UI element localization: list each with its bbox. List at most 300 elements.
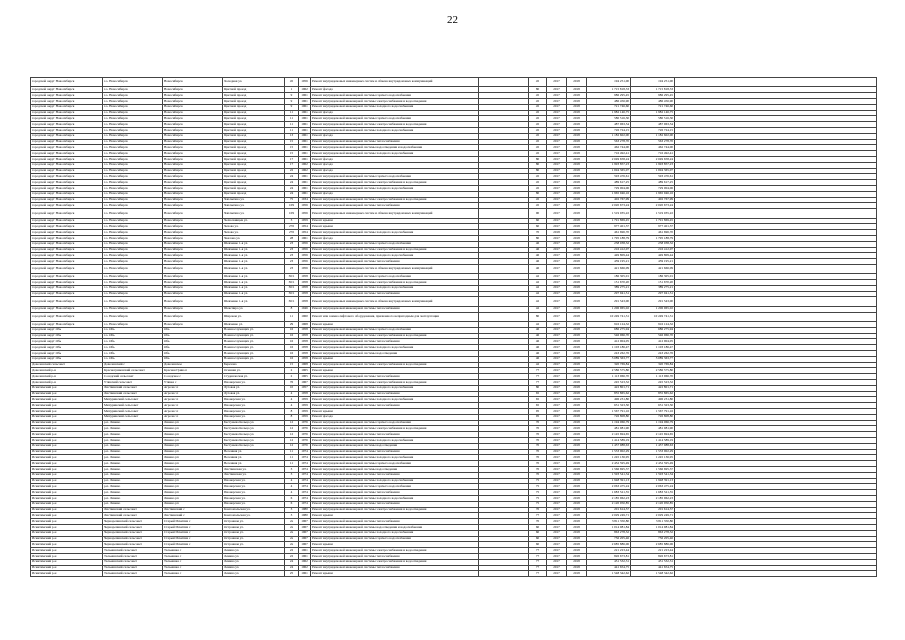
volume-cell: 60 xyxy=(529,536,547,542)
year-end-cell: 2018 xyxy=(567,339,587,345)
volume-cell: 95 xyxy=(529,414,547,420)
locality-cell: Агролес п xyxy=(163,391,223,397)
house-cell: 3 xyxy=(285,507,299,513)
locality-cell: Линево рп xyxy=(163,426,223,432)
house-cell: 11 xyxy=(285,122,299,128)
house-cell: 16 xyxy=(285,351,299,357)
house-cell: 9 xyxy=(285,98,299,104)
year-cell: 1961 xyxy=(299,235,311,241)
volume-cell: 65 xyxy=(529,397,547,403)
locality-cell: Новосибирск xyxy=(163,247,223,253)
settlement-cell: г.о. Новосибирск xyxy=(103,285,163,291)
district-cell: городской округ Новосибирск xyxy=(31,104,103,110)
settlement-cell: р.п. Линево xyxy=(103,484,163,490)
cost-total-cell: 462 744,00 xyxy=(631,145,675,151)
house-cell: 9 xyxy=(285,104,299,110)
cost-total-cell: 2 049 658,24 xyxy=(631,156,675,162)
year-cell: 1974 xyxy=(299,478,311,484)
cost-cell: 1 414 589,19 xyxy=(587,437,631,443)
work-type-cell: Ремонт внутридомовой инженерной системы холодного водоснабжения xyxy=(311,253,479,259)
settlement-cell: г.о. Обь xyxy=(103,333,163,339)
year-cell: 1961 xyxy=(299,122,311,128)
street-cell: Цветной проезд xyxy=(223,139,285,145)
cost-total-cell: 1 567 791,16 xyxy=(631,409,675,415)
settlement-cell: Листвянский сельсовет xyxy=(103,391,163,397)
year-start-cell: 2017 xyxy=(547,104,567,110)
street-cell: Весенняя ул. xyxy=(223,449,285,455)
year-start-cell: 2017 xyxy=(547,501,567,507)
settlement-cell: Тальменский сельсовет xyxy=(103,571,163,577)
locality-cell: Новосибирск xyxy=(163,218,223,224)
work-type-cell: Ремонт внутридомовой инженерной системы электроснабжения и водоотведения xyxy=(311,507,479,513)
year-end-cell: 2018 xyxy=(567,414,587,420)
house-cell: 11 xyxy=(285,455,299,461)
work-type-cell: Ремонт внутридомовой инженерной системы холодного водоснабжения xyxy=(311,185,479,191)
cost-cell: 449 809,44 xyxy=(587,253,631,259)
work-type-cell: Ремонт внутридомовой инженерной системы холодного водоснабжения xyxy=(311,151,479,157)
year-cell: 1958 xyxy=(299,274,311,280)
year-cell: 1962 xyxy=(299,87,311,93)
cost-cell: 389 275,21 xyxy=(587,285,631,291)
district-cell: городской округ Обь xyxy=(31,327,103,333)
house-cell: 2 xyxy=(285,368,299,374)
volume-cell: 42 xyxy=(529,322,547,328)
work-type-cell: Ремонт крыши xyxy=(311,409,479,415)
year-cell: 1967 xyxy=(299,536,311,542)
street-cell: Шевченко 1-я ул. xyxy=(223,264,285,273)
house-cell: 8 xyxy=(285,414,299,420)
cost-cell: 1 567 791,16 xyxy=(587,409,631,415)
cost-cell: 489 617,25 xyxy=(587,180,631,186)
year-cell: 1958 xyxy=(299,327,311,333)
year-cell: 1976 xyxy=(299,432,311,438)
year-cell: 1974 xyxy=(299,490,311,496)
year-cell: 1961 xyxy=(299,191,311,197)
locality-cell: Новосибирск xyxy=(163,174,223,180)
year-start-cell: 2017 xyxy=(547,93,567,99)
work-type-cell: Ремонт внутридомовых инженерных систем и обмена внутридомовых коммуникаций xyxy=(311,297,479,306)
house-cell: 4 xyxy=(285,391,299,397)
volume-cell: 75 xyxy=(529,484,547,490)
house-cell: 17 xyxy=(285,156,299,162)
work-type-cell: Ремонт внутридомовой инженерной системы теплоснабжения xyxy=(311,306,479,312)
cost-total-cell: 1 548 342,62 xyxy=(631,571,675,577)
table-row xyxy=(31,78,877,87)
district-cell: Искитимский р-н xyxy=(31,559,103,565)
work-type-cell: Ремонт внутридомовой инженерной системы водоотведения xyxy=(311,466,479,472)
year-cell: 1956 xyxy=(299,203,311,209)
work-type-cell: Ремонт фасада xyxy=(311,235,479,241)
year-start-cell: 2017 xyxy=(547,259,567,265)
year-cell: 1958 xyxy=(299,339,311,345)
district-cell: Доволенский р-н xyxy=(31,368,103,374)
district-cell: Искитимский р-н xyxy=(31,530,103,536)
work-type-cell: Ремонт внутридомовой инженерной системы холодного водоснабжения xyxy=(311,478,479,484)
year-end-cell: 2018 xyxy=(567,380,587,386)
cost-cell: 2 063 475,24 xyxy=(587,484,631,490)
locality-cell: Линево рп xyxy=(163,495,223,501)
work-type-cell: Ремонт внутридомовой инженерной системы холодного водоснабжения xyxy=(311,455,479,461)
district-cell: городской округ Новосибирск xyxy=(31,224,103,230)
settlement-cell: г.о. Новосибирск xyxy=(103,312,163,321)
year-end-cell: 2018 xyxy=(567,87,587,93)
cost-total-cell: 863 278,32 xyxy=(631,530,675,536)
district-cell: городской округ Новосибирск xyxy=(31,87,103,93)
year-end-cell: 2018 xyxy=(567,209,587,218)
cost-cell: 2 120 950,85 xyxy=(587,501,631,507)
volume-cell: 77 xyxy=(529,553,547,559)
work-type-cell: Ремонт фасада xyxy=(311,414,479,420)
year-cell: 1956 xyxy=(299,241,311,247)
street-cell: Цветной проезд xyxy=(223,185,285,191)
street-cell: Пионерская ул. xyxy=(223,397,285,403)
street-cell: Широкая ул. xyxy=(223,312,285,321)
house-cell: 22 xyxy=(285,168,299,174)
year-end-cell: 2018 xyxy=(567,426,587,432)
year-start-cell: 2017 xyxy=(547,356,567,362)
locality-cell: Новосибирск xyxy=(163,306,223,312)
year-cell: 1961 xyxy=(299,104,311,110)
district-cell: городской округ Новосибирск xyxy=(31,174,103,180)
locality-cell: Листвянский с xyxy=(163,513,223,519)
volume-cell: 46 xyxy=(529,327,547,333)
cost-total-cell: 1 414 589,19 xyxy=(631,437,675,443)
cost-total-cell: 1 715 818,33 xyxy=(631,87,675,93)
district-cell: городской округ Новосибирск xyxy=(31,280,103,286)
year-cell: 1974 xyxy=(299,472,311,478)
year-end-cell: 2018 xyxy=(567,565,587,571)
street-cell: Комсомольская ул. xyxy=(223,513,285,519)
locality-cell: Линево рп xyxy=(163,466,223,472)
year-start-cell: 2017 xyxy=(547,420,567,426)
settlement-cell: г.о. Новосибирск xyxy=(103,322,163,328)
volume-cell: 77 xyxy=(529,571,547,577)
volume-cell: 45 xyxy=(529,145,547,151)
volume-cell: 77 xyxy=(529,565,547,571)
street-cell: Чаплыгина ул. xyxy=(223,203,285,209)
settlement-cell: Листвянский сельсовет xyxy=(103,385,163,391)
year-end-cell: 2018 xyxy=(567,432,587,438)
year-end-cell: 2018 xyxy=(567,548,587,554)
year-start-cell: 2017 xyxy=(547,397,567,403)
work-type-cell: Ремонт внутридомовой инженерной системы теплоснабжения xyxy=(311,139,479,145)
settlement-cell: г.о. Новосибирск xyxy=(103,145,163,151)
house-cell: 4 xyxy=(285,478,299,484)
volume-cell: 80 xyxy=(529,191,547,197)
locality-cell: Обь xyxy=(163,339,223,345)
district-cell: городской округ Новосибирск xyxy=(31,133,103,139)
settlement-cell: г.о. Новосибирск xyxy=(103,264,163,273)
year-end-cell: 2018 xyxy=(567,461,587,467)
year-start-cell: 2017 xyxy=(547,472,567,478)
cost-total-cell: 1 683 521,55 xyxy=(631,490,675,496)
locality-cell: Агролес п xyxy=(163,403,223,409)
cost-cell: 186 305,01 xyxy=(587,274,631,280)
locality-cell: Старый Искитим с xyxy=(163,536,223,542)
house-cell: 4 xyxy=(285,490,299,496)
year-end-cell: 2018 xyxy=(567,530,587,536)
house-cell: 36/1 xyxy=(285,285,299,291)
locality-cell: Новосибирск xyxy=(163,297,223,306)
locality-cell: Новосибирск xyxy=(163,291,223,297)
volume-cell: 80 xyxy=(529,385,547,391)
year-cell: 1980 xyxy=(299,507,311,513)
district-cell: Искитимский р-н xyxy=(31,414,103,420)
cost-total-cell: 1 206 965,02 xyxy=(631,306,675,312)
locality-cell: Старый Искитим с xyxy=(163,530,223,536)
work-type-cell: Ремонт внутридомовой инженерной системы электроснабжения и водоотведения xyxy=(311,380,479,386)
table-body xyxy=(31,78,877,577)
cost-cell: 245 523,32 xyxy=(587,380,631,386)
work-type-cell: Ремонт внутридомовой инженерной системы горячего водоснабжения xyxy=(311,461,479,467)
district-cell: городской округ Новосибирск xyxy=(31,291,103,297)
cost-total-cell: 1 566 695,37 xyxy=(631,466,675,472)
district-cell: Искитимский р-н xyxy=(31,536,103,542)
year-cell: 1961 xyxy=(299,548,311,554)
house-cell: 28 xyxy=(285,235,299,241)
work-type-cell: Ремонт внутридомовой инженерной системы горячего водоснабжения xyxy=(311,420,479,426)
street-cell: Цветной проезд xyxy=(223,180,285,186)
year-end-cell: 2018 xyxy=(567,490,587,496)
house-cell: 29 xyxy=(285,322,299,328)
cost-total-cell: 2 586 575,80 xyxy=(631,368,675,374)
settlement-cell: Мичуринский сельсовет xyxy=(103,397,163,403)
volume-cell: 80 xyxy=(529,168,547,174)
cost-total-cell: 1 519 035,22 xyxy=(631,209,675,218)
cost-cell: 481 981,90 xyxy=(587,426,631,432)
street-cell: Пионерская ул. xyxy=(223,414,285,420)
locality-cell: Обь xyxy=(163,333,223,339)
year-start-cell: 2017 xyxy=(547,127,567,133)
house-cell: 3 xyxy=(285,472,299,478)
district-cell: городской округ Новосибирск xyxy=(31,312,103,321)
volume-cell: 46 xyxy=(529,339,547,345)
year-start-cell: 2017 xyxy=(547,519,567,525)
district-cell: Искитимский р-н xyxy=(31,472,103,478)
house-cell: 11 xyxy=(285,312,299,321)
cost-cell: 977 401,37 xyxy=(587,224,631,230)
cost-cell: 486 456,90 xyxy=(587,98,631,104)
work-type-cell: Ремонт внутридомовой инженерной системы теплоснабжения xyxy=(311,553,479,559)
cost-cell: 726 808,80 xyxy=(587,414,631,420)
street-cell: Студенческая ул. xyxy=(223,374,285,380)
locality-cell: Линево рп xyxy=(163,501,223,507)
cost-cell: 1 715 818,33 xyxy=(587,87,631,93)
cost-total-cell: 726 724,15 xyxy=(631,127,675,133)
settlement-cell: Черноречинский сельсовет xyxy=(103,524,163,530)
volume-cell: 46 xyxy=(529,356,547,362)
cost-total-cell: 2 120 950,85 xyxy=(631,501,675,507)
locality-cell: Новосибирск xyxy=(163,312,223,321)
capital-repair-table xyxy=(30,77,877,577)
volume-cell: 42 xyxy=(529,306,547,312)
year-start-cell: 2017 xyxy=(547,455,567,461)
work-type-cell: Ремонт внутридомовой инженерной системы горячего водоснабжения xyxy=(311,174,479,180)
year-end-cell: 2018 xyxy=(567,409,587,415)
year-start-cell: 2017 xyxy=(547,224,567,230)
cost-cell: 320 769,84 xyxy=(587,362,631,368)
year-end-cell: 2018 xyxy=(567,322,587,328)
district-cell: Искитимский р-н xyxy=(31,519,103,525)
year-cell: 1967 xyxy=(299,530,311,536)
cost-cell: 238 038,32 xyxy=(587,241,631,247)
year-end-cell: 2018 xyxy=(567,127,587,133)
work-type-cell: Ремонт внутридомовой инженерной системы холодного водоснабжения xyxy=(311,495,479,501)
table-row xyxy=(31,264,877,273)
cost-cell: 2 586 575,80 xyxy=(587,368,631,374)
street-cell: Пионерская ул. xyxy=(223,495,285,501)
house-cell: 6 xyxy=(285,495,299,501)
street-cell: Ленина ул. xyxy=(223,553,285,559)
settlement-cell: Утянский сельсовет xyxy=(103,380,163,386)
cost-total-cell: 216 412,07 xyxy=(631,247,675,253)
volume-cell: 42 xyxy=(529,291,547,297)
cost-total-cell: 756 205,46 xyxy=(631,536,675,542)
year-start-cell: 2017 xyxy=(547,391,567,397)
volume-cell: 70 xyxy=(529,472,547,478)
district-cell: городской округ Новосибирск xyxy=(31,185,103,191)
settlement-cell: Листвянский сельсовет xyxy=(103,513,163,519)
year-end-cell: 2018 xyxy=(567,484,587,490)
year-start-cell: 2017 xyxy=(547,409,567,415)
locality-cell: Новосибирск xyxy=(163,87,223,93)
cost-total-cell: 459 195,21 xyxy=(631,259,675,265)
year-end-cell: 2018 xyxy=(567,274,587,280)
year-cell: 1968 xyxy=(299,362,311,368)
cost-total-cell: 631 323,50 xyxy=(631,403,675,409)
year-end-cell: 2018 xyxy=(567,241,587,247)
cost-cell: 1 694 365,07 xyxy=(587,168,631,174)
cost-cell: 194 251,00 xyxy=(587,78,631,87)
cost-cell: 729 004,06 xyxy=(587,185,631,191)
street-cell: Шевченко 1-я ул. xyxy=(223,241,285,247)
year-end-cell: 2018 xyxy=(567,466,587,472)
work-type-cell: Ремонт крыши xyxy=(311,542,479,548)
cost-total-cell: 487 963,54 xyxy=(631,122,675,128)
year-start-cell: 2017 xyxy=(547,484,567,490)
house-cell: 45 xyxy=(285,78,299,87)
house-cell: 3 xyxy=(285,218,299,224)
note-cell xyxy=(479,264,529,273)
district-cell: Искитимский р-н xyxy=(31,524,103,530)
house-cell: 12 xyxy=(285,432,299,438)
work-type-cell: Ремонт внутридомовой инженерной системы электроснабжения и водоотведения xyxy=(311,98,479,104)
year-start-cell: 2017 xyxy=(547,87,567,93)
volume-cell: 45 xyxy=(529,98,547,104)
year-cell: 1961 xyxy=(299,185,311,191)
year-cell: 1957 xyxy=(299,385,311,391)
settlement-cell: р.п. Линево xyxy=(103,437,163,443)
year-end-cell: 2018 xyxy=(567,297,587,306)
year-start-cell: 2017 xyxy=(547,235,567,241)
year-start-cell: 2017 xyxy=(547,247,567,253)
year-cell: 1968 xyxy=(299,322,311,328)
cost-cell: 291 543,00 xyxy=(587,297,631,306)
street-cell: Цветной проезд xyxy=(223,127,285,133)
street-cell: Ленина ул. xyxy=(223,548,285,554)
district-cell: городской округ Новосибирск xyxy=(31,274,103,280)
cost-cell: 243 262,76 xyxy=(587,351,631,357)
house-cell: 24 xyxy=(285,180,299,186)
work-type-cell: Ремонт внутридомовой инженерной системы теплоснабжения xyxy=(311,203,479,209)
settlement-cell: г.о. Новосибирск xyxy=(103,203,163,209)
year-cell: 1962 xyxy=(299,168,311,174)
settlement-cell: Черноречинский сельсовет xyxy=(103,542,163,548)
settlement-cell: г.о. Новосибирск xyxy=(103,259,163,265)
volume-cell: 46 xyxy=(529,241,547,247)
locality-cell: Агролес п xyxy=(163,409,223,415)
locality-cell: Новосибирск xyxy=(163,280,223,286)
volume-cell: 42 xyxy=(529,362,547,368)
year-cell: 1976 xyxy=(299,426,311,432)
work-type-cell: Ремонт крыши xyxy=(311,513,479,519)
district-cell: городской округ Новосибирск xyxy=(31,197,103,203)
street-cell: Цветной проезд xyxy=(223,104,285,110)
house-cell: 16 xyxy=(285,356,299,362)
settlement-cell: г.о. Новосибирск xyxy=(103,306,163,312)
settlement-cell: г.о. Обь xyxy=(103,339,163,345)
volume-cell: 75 xyxy=(529,490,547,496)
year-end-cell: 2018 xyxy=(567,145,587,151)
house-cell: 8 xyxy=(285,409,299,415)
locality-cell: Линево рп xyxy=(163,472,223,478)
work-type-cell: Ремонт внутридомовой инженерной системы теплоснабжения xyxy=(311,490,479,496)
cost-cell: 422 801,71 xyxy=(587,385,631,391)
house-cell: 24 xyxy=(285,185,299,191)
cost-total-cell: 10 249 741,31 xyxy=(631,312,675,321)
district-cell: городской округ Новосибирск xyxy=(31,297,103,306)
year-end-cell: 2018 xyxy=(567,203,587,209)
cost-cell: 1 948 391,13 xyxy=(587,478,631,484)
year-cell: 1967 xyxy=(299,519,311,525)
work-type-cell: Ремонт внутридомовой инженерной системы теплоснабжения xyxy=(311,403,479,409)
house-cell: 24 xyxy=(285,191,299,197)
year-cell: 1959 xyxy=(299,414,311,420)
year-end-cell: 2018 xyxy=(567,333,587,339)
work-type-cell: Ремонт внутридомовых инженерных систем и обмена внутридомовых коммуникаций xyxy=(311,264,479,273)
district-cell: Доволенский р-н xyxy=(31,374,103,380)
district-cell: городской округ Обь xyxy=(31,333,103,339)
year-end-cell: 2018 xyxy=(567,312,587,321)
house-cell: 24 xyxy=(285,565,299,571)
year-end-cell: 2018 xyxy=(567,110,587,116)
year-start-cell: 2017 xyxy=(547,507,567,513)
locality-cell: Новосибирск xyxy=(163,230,223,236)
year-cell: 1956 xyxy=(299,78,311,87)
cost-total-cell: 245 523,32 xyxy=(631,380,675,386)
cost-total-cell: 593 476,61 xyxy=(631,174,675,180)
settlement-cell: г.о. Новосибирск xyxy=(103,230,163,236)
year-end-cell: 2018 xyxy=(567,280,587,286)
cost-total-cell: 221 223,44 xyxy=(631,548,675,554)
year-start-cell: 2017 xyxy=(547,437,567,443)
cost-cell: 1 993 857,23 xyxy=(587,162,631,168)
locality-cell: Обь xyxy=(163,356,223,362)
street-cell: Пионерская ул. xyxy=(223,501,285,507)
year-cell: 1961 xyxy=(299,180,311,186)
district-cell: Искитимский р-н xyxy=(31,553,103,559)
cost-total-cell: 2 452 595,49 xyxy=(631,461,675,467)
locality-cell: Агролес п xyxy=(163,397,223,403)
year-start-cell: 2017 xyxy=(547,280,567,286)
district-cell: городской округ Новосибирск xyxy=(31,306,103,312)
house-cell: 36/1 xyxy=(285,291,299,297)
extra-cell xyxy=(675,297,877,306)
house-cell: 23 xyxy=(285,241,299,247)
settlement-cell: Черноречинский сельсовет xyxy=(103,530,163,536)
cost-total-cell: 496 231,80 xyxy=(631,397,675,403)
year-start-cell: 2017 xyxy=(547,368,567,374)
